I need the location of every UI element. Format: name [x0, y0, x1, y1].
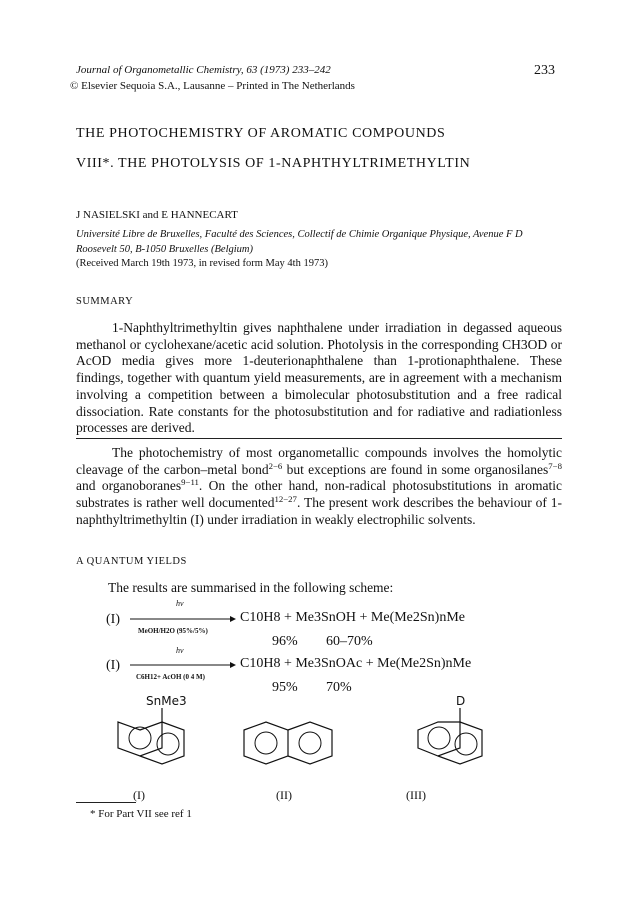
paper-title-line-1: THE PHOTOCHEMISTRY OF AROMATIC COMPOUNDS — [76, 126, 446, 141]
reference-sup: 2−6 — [268, 460, 283, 471]
summary-divider — [76, 438, 562, 439]
eq2-conditions: C6H12+ AcOH (0 4 M) — [136, 673, 205, 681]
reference-sup: 9−11 — [181, 477, 199, 488]
eq1-conditions: MeOH/H2O (95%/5%) — [138, 627, 208, 635]
eq2-products: C10H8 + Me3SnOAc + Me(Me2Sn)nMe — [240, 656, 472, 671]
naphthalene-structure-iii — [410, 708, 510, 780]
footnote: * For Part VII see ref 1 — [90, 808, 192, 820]
eq2-reactant: (I) — [106, 658, 120, 673]
structure-ii-label: (II) — [276, 788, 292, 802]
eq2-yield-a: 95% — [272, 680, 298, 695]
eq2-yield-b: 70% — [326, 680, 352, 695]
affiliation: Université Libre de Bruxelles, Faculté des Sciences, Collectif de Chimie Organique Physique, Avenue F D Roosevelt 50, B-1050 Bruxelles (Belgium) — [76, 229, 523, 255]
intro-paragraph: The photochemistry of most organometallic compounds involves the homolytic cleavage of the carbon–metal bond$^{2-6}$ but exceptions are found in some organosilanes$^{7-8}$ and organoboranes$^{9-11}$. On the other hand, non-radical photosubstitutions in aromatic substrates is rather well documented$^{12-27}$. The present work describes the behaviour of 1-naphthyltrimethyltin (I) under irradiation in weakly electrophilic solvents. — [76, 445, 563, 527]
eq1-reactant: (I) — [106, 612, 120, 627]
journal-citation: Journal of Organometallic Chemistry, 63 (1973) 233–242 — [76, 64, 331, 76]
structure-i-substituent: SnMe3 — [146, 694, 187, 708]
page-number: 233 — [534, 63, 555, 78]
eq1-hv: hν — [176, 599, 184, 608]
section-heading: A QUANTUM YIELDS — [76, 556, 187, 567]
eq2-arrow — [130, 660, 236, 670]
authors: J NASIELSKI and E HANNECART — [76, 209, 238, 221]
reference-sup: 7−8 — [548, 460, 562, 471]
publisher-line: © Elsevier Sequoia S.A., Lausanne – Printed in The Netherlands — [70, 80, 355, 92]
naphthalene-structure-ii — [236, 708, 336, 780]
reference-sup: 12−27 — [274, 493, 297, 504]
structure-i-label: (I) — [133, 788, 145, 802]
received-dates: (Received March 19th 1973, in revised form May 4th 1973) — [76, 258, 328, 269]
eq2-hv: hν — [176, 646, 184, 655]
structure-iii-label: (III) — [406, 788, 426, 802]
eq1-products: C10H8 + Me3SnOH + Me(Me2Sn)nMe — [240, 610, 466, 625]
summary-paragraph: 1-Naphthyltrimethyltin gives naphthalene under irradiation in degassed aqueous methanol or cyclohexane/acetic acid solution. Photolysis in the corresponding CH3OD or AcOD media gives more 1-deuterionaphthalene than 1-protionaphthalene. These findings, together with quantum yield measurements, are in agreement with a mechanism involving a competition between a bimolecular photosubstitution and a free radical dissociation. Rate constants for the photosubstitution and for radiative and radiationless processes are derived. — [76, 320, 562, 436]
footnote-rule — [76, 802, 136, 803]
eq1-arrow — [130, 614, 236, 624]
scheme-intro: The results are summarised in the following scheme: — [108, 580, 394, 595]
naphthalene-structure-i — [110, 708, 210, 780]
eq1-yield-a: 96% — [272, 634, 298, 649]
structure-iii-substituent: D — [456, 694, 466, 708]
eq1-yield-b: 60–70% — [326, 634, 373, 649]
paper-title-line-2: VIII*. THE PHOTOLYSIS OF 1-NAPHTHYLTRIMETHYLTIN — [76, 156, 471, 171]
summary-heading: SUMMARY — [76, 296, 134, 307]
